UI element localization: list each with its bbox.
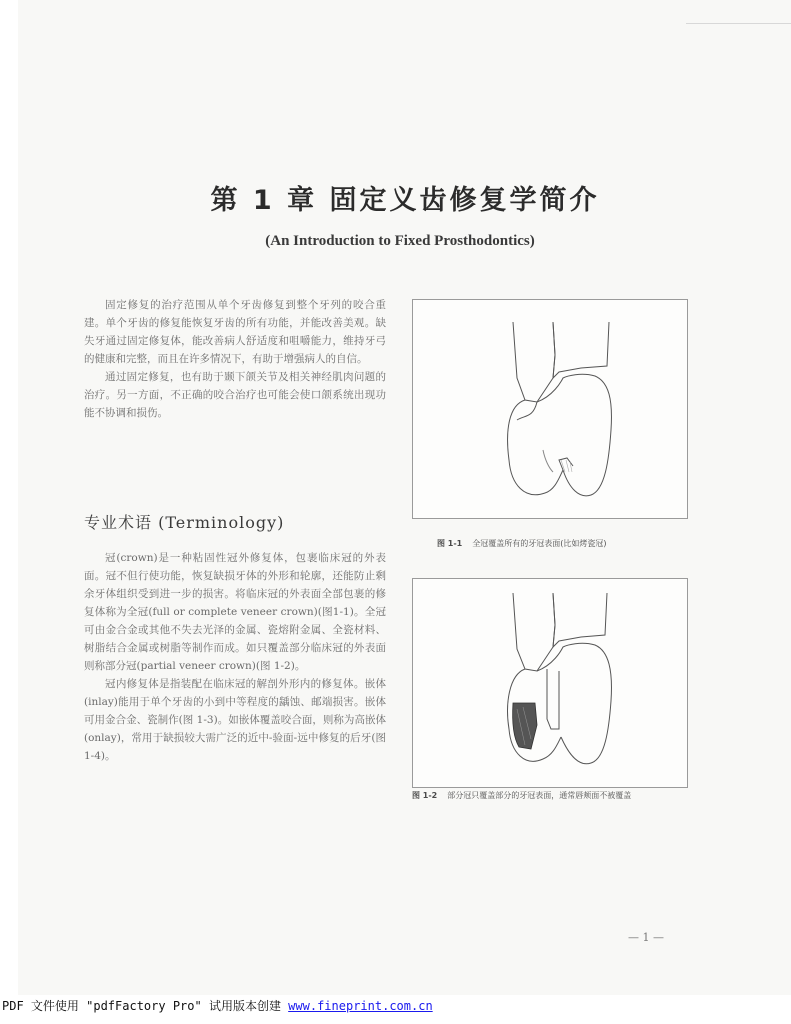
figure-partial-crown [412,578,688,788]
figure-1-1-caption [437,538,697,549]
chapter-subtitle: (An Introduction to Fixed Prosthodontics) [265,233,535,249]
pdf-watermark-footer [0,995,791,1024]
chapter-title: 第 1 章 固定义齿修复学简介 [210,185,600,216]
figure-number: 图 1-2 [412,791,438,800]
intro-section [84,296,386,422]
figure-full-crown [412,299,688,519]
page-number: — 1 — [628,931,664,944]
terminology-paragraph: 冠(crown)是一种粘固性冠外修复体，包裹临床冠的外表面。冠不但行使功能，恢复缺损牙体的外形和轮廓，还能防止剩余牙体组织受到进一步的损害。将临床冠的外表面全部包裹的修复体称为全冠(full or complete veneer crown)(图1-1)。全冠可由金合金或其他不失去光泽的金属、瓷熔附金属、全瓷材料、树脂结合金属或树脂等制作而成。如只覆盖部分临床冠的外表面则称部分冠(partial veneer crown)(图 1-2)。 [84,552,386,672]
intro-paragraph: 通过固定修复，也有助于颞下颌关节及相关神经肌肉问题的治疗。另一方面，不正确的咬合治疗也可能会使口颌系统出现功能不协调和损伤。 [84,371,386,419]
figure-caption-text: 全冠覆盖所有的牙冠表面(比如烤瓷冠) [472,539,607,548]
figure-number: 图 1-1 [437,539,463,548]
figure-1-2-caption [412,789,688,803]
fineprint-link[interactable]: www.fineprint.com.cn [288,999,433,1013]
page-edge-line [686,23,791,24]
full-crown-illustration [413,300,687,518]
footer-text-line [2,997,433,1014]
partial-crown-illustration [413,579,687,787]
terminology-paragraph: 冠内修复体是指装配在临床冠的解剖外形内的修复体。嵌体(inlay)能用于单个牙齿的小到中等程度的龋蚀、邮端损害。嵌体可用金合金、瓷制作(图 1-3)。如嵌体覆盖咬合面，则称为高嵌体(onlay)，常用于缺损较大需广泛的近中-验面-远中修复的后牙(图 1-4)。 [84,678,386,762]
terminology-heading: 专业术语 (Terminology) [84,513,285,532]
footer-text: PDF 文件使用 "pdfFactory Pro" 试用版本创建 [2,999,289,1013]
figure-caption-text: 部分冠只覆盖部分的牙冠表面，通常唇颊面不被覆盖 [447,791,632,800]
intro-paragraph: 固定修复的治疗范围从单个牙齿修复到整个牙列的咬合重建。单个牙齿的修复能恢复牙齿的所有功能，并能改善美观。缺失牙通过固定修复体，能改善病人舒适度和咀嚼能力，维持牙弓的健康和完整，而且在许多情况下，有助于增强病人的自信。 [84,299,386,365]
terminology-section [84,549,386,765]
